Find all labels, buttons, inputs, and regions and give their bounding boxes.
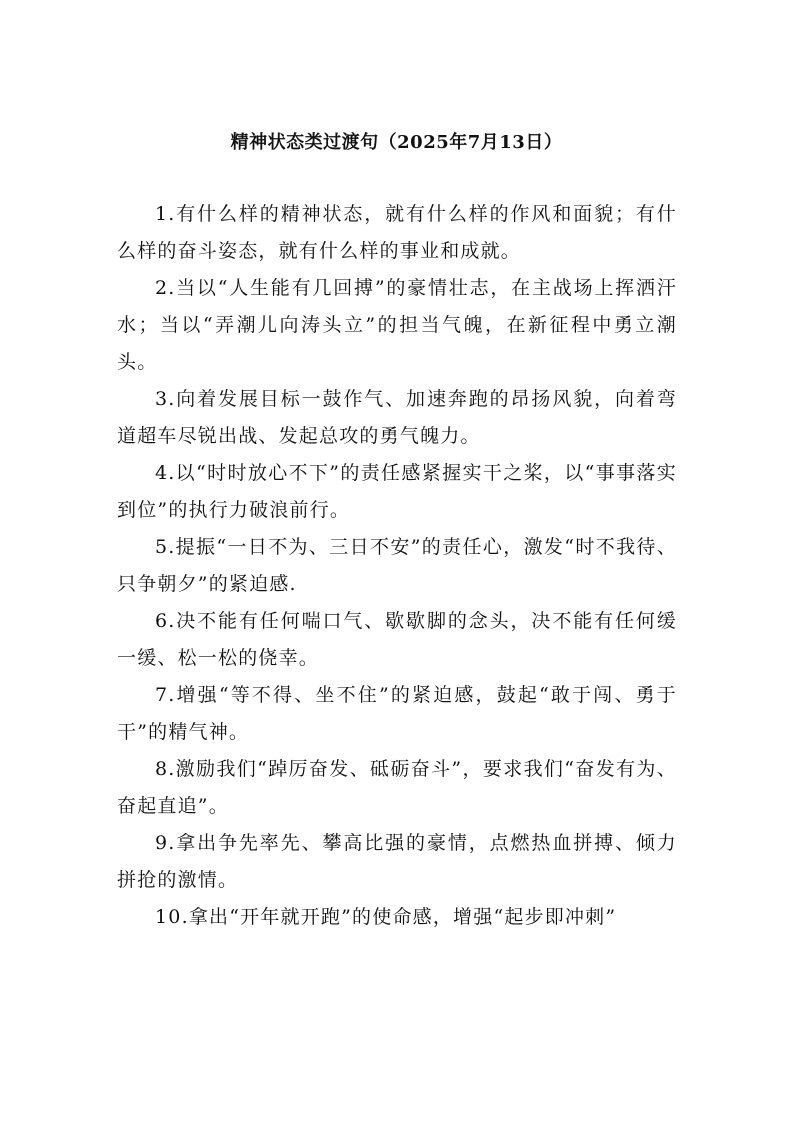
paragraph-2: 2.当以“人生能有几回搏”的豪情壮志，在主战场上挥洒汗水；当以“弄潮儿向涛头立”的担当气魄，在新征程中勇立潮头。	[117, 277, 677, 373]
paragraph-3: 3.向着发展目标一鼓作气、加速奔跑的昂扬风貌，向着弯道超车尽锐出战、发起总攻的勇气魄力。	[117, 388, 677, 447]
paragraph-8: 8.激励我们“踔厉奋发、砥砺奋斗”，要求我们“奋发有为、奋起直追”。	[117, 758, 677, 817]
paragraph-7: 7.增强“等不得、坐不住”的紧迫感，鼓起“敢于闯、勇于干”的精气神。	[117, 684, 677, 743]
paragraph-10: 10.拿出“开年就开跑”的使命感，增强“起步即冲刺”	[155, 906, 617, 928]
paragraph-9: 9.拿出争先率先、攀高比强的豪情，点燃热血拼搏、倾力拼抢的激情。	[117, 832, 677, 891]
paragraph-1: 1.有什么样的精神状态，就有什么样的作风和面貌；有什么样的奋斗姿态，就有什么样的事业和成就。	[117, 203, 677, 262]
document-body	[117, 196, 677, 936]
paragraph-4: 4.以“时时放心不下”的责任感紧握实干之桨，以“事事落实到位”的执行力破浪前行。	[117, 462, 677, 521]
document-title: 精神状态类过渡句（2025年7月13日）	[230, 132, 563, 153]
paragraph-5: 5.提振“一日不为、三日不安”的责任心，激发“时不我待、只争朝夕”的紧迫感.	[117, 536, 677, 595]
paragraph-6: 6.决不能有任何喘口气、歇歇脚的念头，决不能有任何缓一缓、松一松的侥幸。	[117, 610, 677, 669]
